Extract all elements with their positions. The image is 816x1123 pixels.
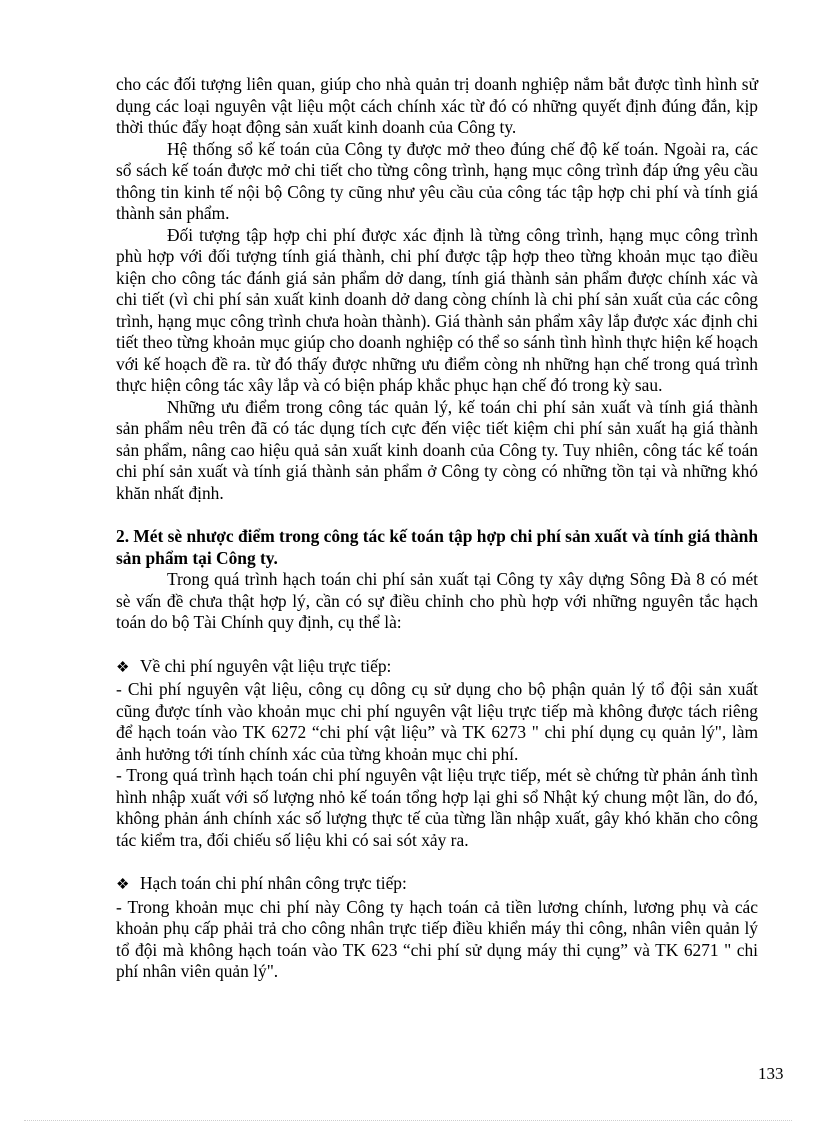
- dash-item-2: - Trong quá trình hạch toán chi phí nguyên vật liệu trực tiếp, mét sè chứng từ phản ánh tình hình nhập xuất với số lượng nhỏ kế toán tổng hợp lại ghi sổ Nhật ký chung một lần, do đó, không phản ánh chính xác số lượng thực tế của từng lần nhập xuất, gây khó khăn cho công tác kiểm tra, đối chiếu số liệu khi có sai sót xảy ra.: [116, 765, 758, 850]
- body-text: [116, 74, 758, 983]
- paragraph-3: Đối tượng tập hợp chi phí được xác định là từng công trình, hạng mục công trình phù hợp với đối tượng tính giá thành, chi phí được tập hợp theo từng khoản mục tạo điều kiện cho công tác đánh giá sản phẩm dở dang, tính giá thành sản phẩm được chính xác và chi tiết (vì chi phí sản xuất kinh doanh dở dang còng chính là chi phí sản xuất của các công trình, hạng mục công trình chưa hoàn thành). Giá thành sản phẩm xây lắp được xác định chi tiết theo từng khoản mục giúp cho doanh nghiệp có thể so sánh tình hình thực hiện kế hoạch với kế hoạch đề ra. từ đó thấy được những ưu điểm còng nh những hạn chế trong quá trình thực hiện công tác xây lắp và có biện pháp khắc phục hạn chế đó trong kỳ sau.: [116, 224, 758, 395]
- spacer: [116, 851, 758, 873]
- section-heading: 2. Mét sè nhược điểm trong công tác kế toán tập hợp chi phí sản xuất và tính giá thành sản phẩm tại Công ty.: [116, 526, 758, 568]
- spacer: [116, 634, 758, 656]
- dash-item-3: - Trong khoản mục chi phí này Công ty hạch toán cả tiền lương chính, lương phụ và các khoản phụ cấp phải trả cho công nhân trực tiếp điều khiển máy thi công, nhân viên quản lý tổ đội mà không hạch toán vào TK 623 “chi phí sử dụng máy thi cụng” và TK 6271 " chi phí nhân viên quản lý".: [116, 896, 758, 981]
- bullet-text-1: Về chi phí nguyên vật liệu trực tiếp:: [140, 655, 392, 676]
- paragraph-4: Những ưu điểm trong công tác quản lý, kế toán chi phí sản xuất và tính giá thành sản phẩm nêu trên đã có tác dụng tích cực đến việc tiết kiệm chi phí sản xuất hạ giá thành sản phẩm, nâng cao hiệu quả sản xuất kinh doanh của Công ty. Tuy nhiên, công tác kế toán chi phí sản xuất và tính giá thành sản phẩm ở Công ty còng có những tồn tại và những khó khăn nhất định.: [116, 396, 758, 503]
- bottom-divider: [24, 1120, 792, 1121]
- paragraph-1: cho các đối tượng liên quan, giúp cho nhà quản trị doanh nghiệp nắm bắt được tình hình sử dụng các loại nguyên vật liệu một cách chính xác từ đó có những quyết định đúng đắn, kịp thời thúc đẩy hoạt động sản xuất kinh doanh của Công ty.: [116, 74, 758, 137]
- diamond-bullet-icon: ❖: [116, 659, 130, 676]
- paragraph-5: Trong quá trình hạch toán chi phí sản xuất tại Công ty xây dựng Sông Đà 8 có mét sè vấn đề chưa thật hợp lý, cần có sự điều chỉnh cho phù hợp với những nguyên tắc hạch toán do bộ Tài Chính quy định, cụ thể là:: [116, 569, 758, 632]
- spacer: [116, 504, 758, 526]
- bullet-text-2: Hạch toán chi phí nhân công trực tiếp:: [140, 873, 407, 893]
- dash-item-1: - Chi phí nguyên vật liệu, công cụ dông cụ sử dụng cho bộ phận quản lý tổ đội sản xuất cũng được tính vào khoản mục chi phí nguyên vật liệu trực tiếp mà không được tách riêng để hạch toán vào TK 6272 “chi phí vật liệu” và TK 6273 " chi phí dụng cụ quản lý", làm ảnh hưởng tới tính chính xác của từng khoản mục chi phí.: [116, 679, 758, 764]
- bullet-item-2: [116, 873, 758, 897]
- page-number: 133: [758, 1064, 784, 1083]
- bullet-item-1: [116, 656, 758, 680]
- paragraph-2: Hệ thống sổ kế toán của Công ty được mở theo đúng chế độ kế toán. Ngoài ra, các sổ sách kế toán được mở chi tiết cho từng công trình, hạng mục công trình đáp ứng yêu cầu thông tin kinh tế nội bộ Công ty cũng như yêu cầu của công tác tập hợp chi phí và tính giá thành sản phẩm.: [116, 138, 758, 223]
- diamond-bullet-icon: ❖: [116, 877, 130, 893]
